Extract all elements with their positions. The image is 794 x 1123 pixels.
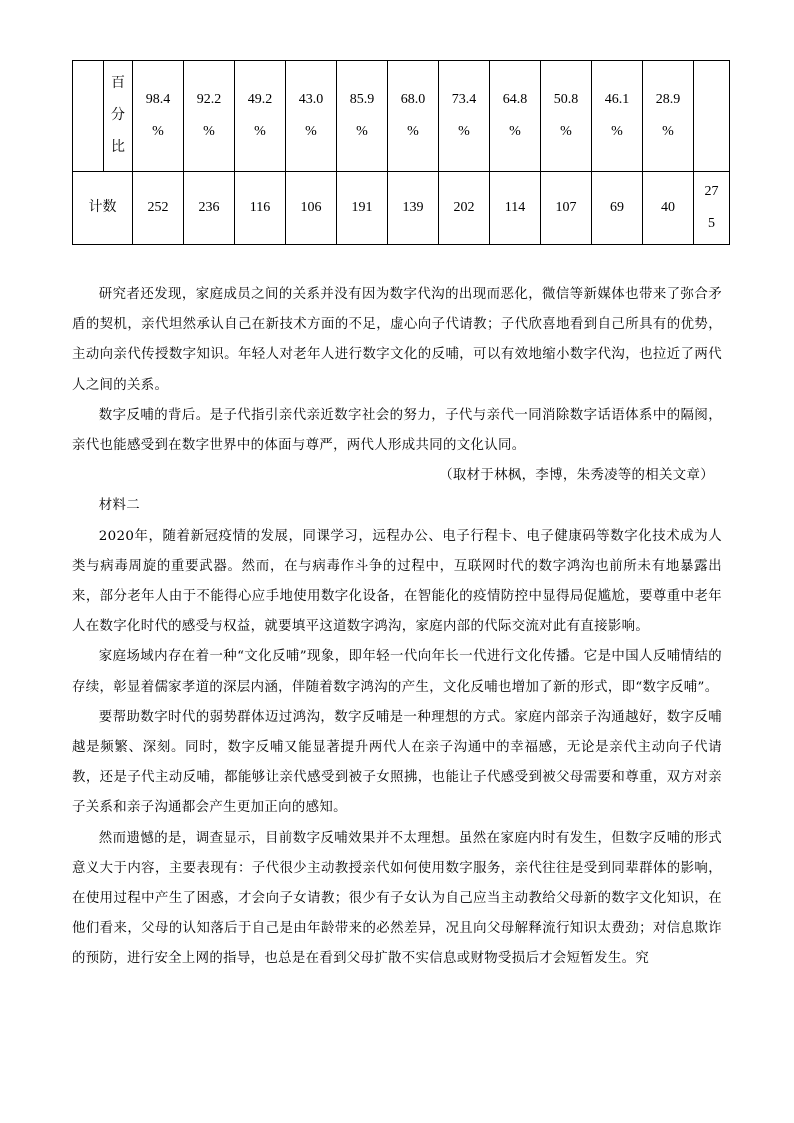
paragraph: 家庭场域内存在着一种“文化反哺”现象，即年轻一代向年长一代进行文化传播。它是中国人反哺情结的存续，彰显着儒家孝道的深层内涵，伴随着数字鸿沟的产生，文化反哺也增加了新的形式，即“数字反哺”。	[72, 649, 722, 695]
empty-percent-cell	[694, 61, 730, 172]
percent-cell: 28.9 %	[643, 61, 694, 172]
paragraph: 数字反哺的背后。是子代指引亲代亲近数字社会的努力，子代与亲代一同消除数字话语体系中的隔阂，亲代也能感受到在数字世界中的体面与尊严，两代人形成共同的文化认同。	[72, 407, 722, 454]
count-cell: 191	[337, 172, 388, 245]
paragraph: 2020年，随着新冠疫情的发展，同课学习，远程办公、电子行程卡、电子健康码等数字化技术成为人类与病毒周旋的重要武器。然而，在与病毒作斗争的过程中，互联网时代的数字鸿沟也前所未有地暴露出来，部分老年人由于不能得心应手地使用数字化设备，在智能化的疫情防控中显得局促尴尬，要尊重中老年人在数字化时代的感受与权益，就要填平这道数字鸿沟，家庭内部的代际交流对此有直接影响。	[72, 528, 722, 635]
count-cell: 202	[439, 172, 490, 245]
count-cell-last: 27 5	[694, 172, 730, 245]
percent-cell: 64.8 %	[490, 61, 541, 172]
percent-cell: 98.4 %	[133, 61, 184, 172]
percent-cell: 46.1 %	[592, 61, 643, 172]
count-cell: 252	[133, 172, 184, 245]
percent-cell: 50.8 %	[541, 61, 592, 172]
percent-cell: 49.2 %	[235, 61, 286, 172]
percent-cell: 68.0 %	[388, 61, 439, 172]
count-cell: 107	[541, 172, 592, 245]
count-cell: 114	[490, 172, 541, 245]
count-cell: 69	[592, 172, 643, 245]
blank-cell	[73, 61, 104, 172]
source-note: （取材于林枫，李博，朱秀凌等的相关文章）	[439, 468, 714, 484]
article-body	[72, 280, 722, 975]
count-cell: 139	[388, 172, 439, 245]
percent-cell: 85.9 %	[337, 61, 388, 172]
percent-row	[73, 61, 730, 172]
count-cell: 236	[184, 172, 235, 245]
paragraph: 研究者还发现，家庭成员之间的关系并没有因为数字代沟的出现而恶化，微信等新媒体也带来了弥合矛盾的契机，亲代坦然承认自己在新技术方面的不足，虚心向子代请教；子代欣喜地看到自己所具有的优势，主动向亲代传授数字知识。年轻人对老年人进行数字文化的反哺，可以有效地缩小数字代沟，也拉近了两代人之间的关系。	[72, 287, 722, 393]
paragraph: 要帮助数字时代的弱势群体迈过鸿沟，数字反哺是一种理想的方式。家庭内部亲子沟通越好，数字反哺越是频繁、深刻。同时，数字反哺又能显著提升两代人在亲子沟通中的幸福感，无论是亲代主动向子代请教，还是子代主动反哺，都能够让亲代感受到被子女照拂，也能让子代感受到被父母需要和尊重，双方对亲子关系和亲子沟通都会产生更加正向的感知。	[72, 709, 722, 816]
percent-cell: 73.4 %	[439, 61, 490, 172]
paragraph: 然而遗憾的是，调查显示，目前数字反哺效果并不太理想。虽然在家庭内时有发生，但数字反哺的形式意义大于内容，主要表现有：子代很少主动教授亲代如何使用数字服务，亲代往往是受到同辈群体的影响，在使用过程中产生了困惑，才会向子女请教；很少有子女认为自己应当主动教给父母新的数字文化知识，在他们看来，父母的认知落后于自己是由年龄带来的必然差异，况且向父母解释流行知识太费劲；对信息欺诈的预防，进行安全上网的指导，也总是在看到父母扩散不实信息或财物受损后才会短暂发生。究	[72, 830, 722, 967]
percent-cell: 92.2 %	[184, 61, 235, 172]
count-row-label: 计数	[73, 172, 133, 245]
count-cell: 40	[643, 172, 694, 245]
section-title: 材料二	[98, 498, 141, 514]
percent-cell: 43.0 %	[286, 61, 337, 172]
data-table	[72, 60, 730, 245]
count-cell: 106	[286, 172, 337, 245]
count-row	[73, 172, 730, 245]
percent-row-label: 百 分 比	[104, 61, 133, 172]
count-cell: 116	[235, 172, 286, 245]
